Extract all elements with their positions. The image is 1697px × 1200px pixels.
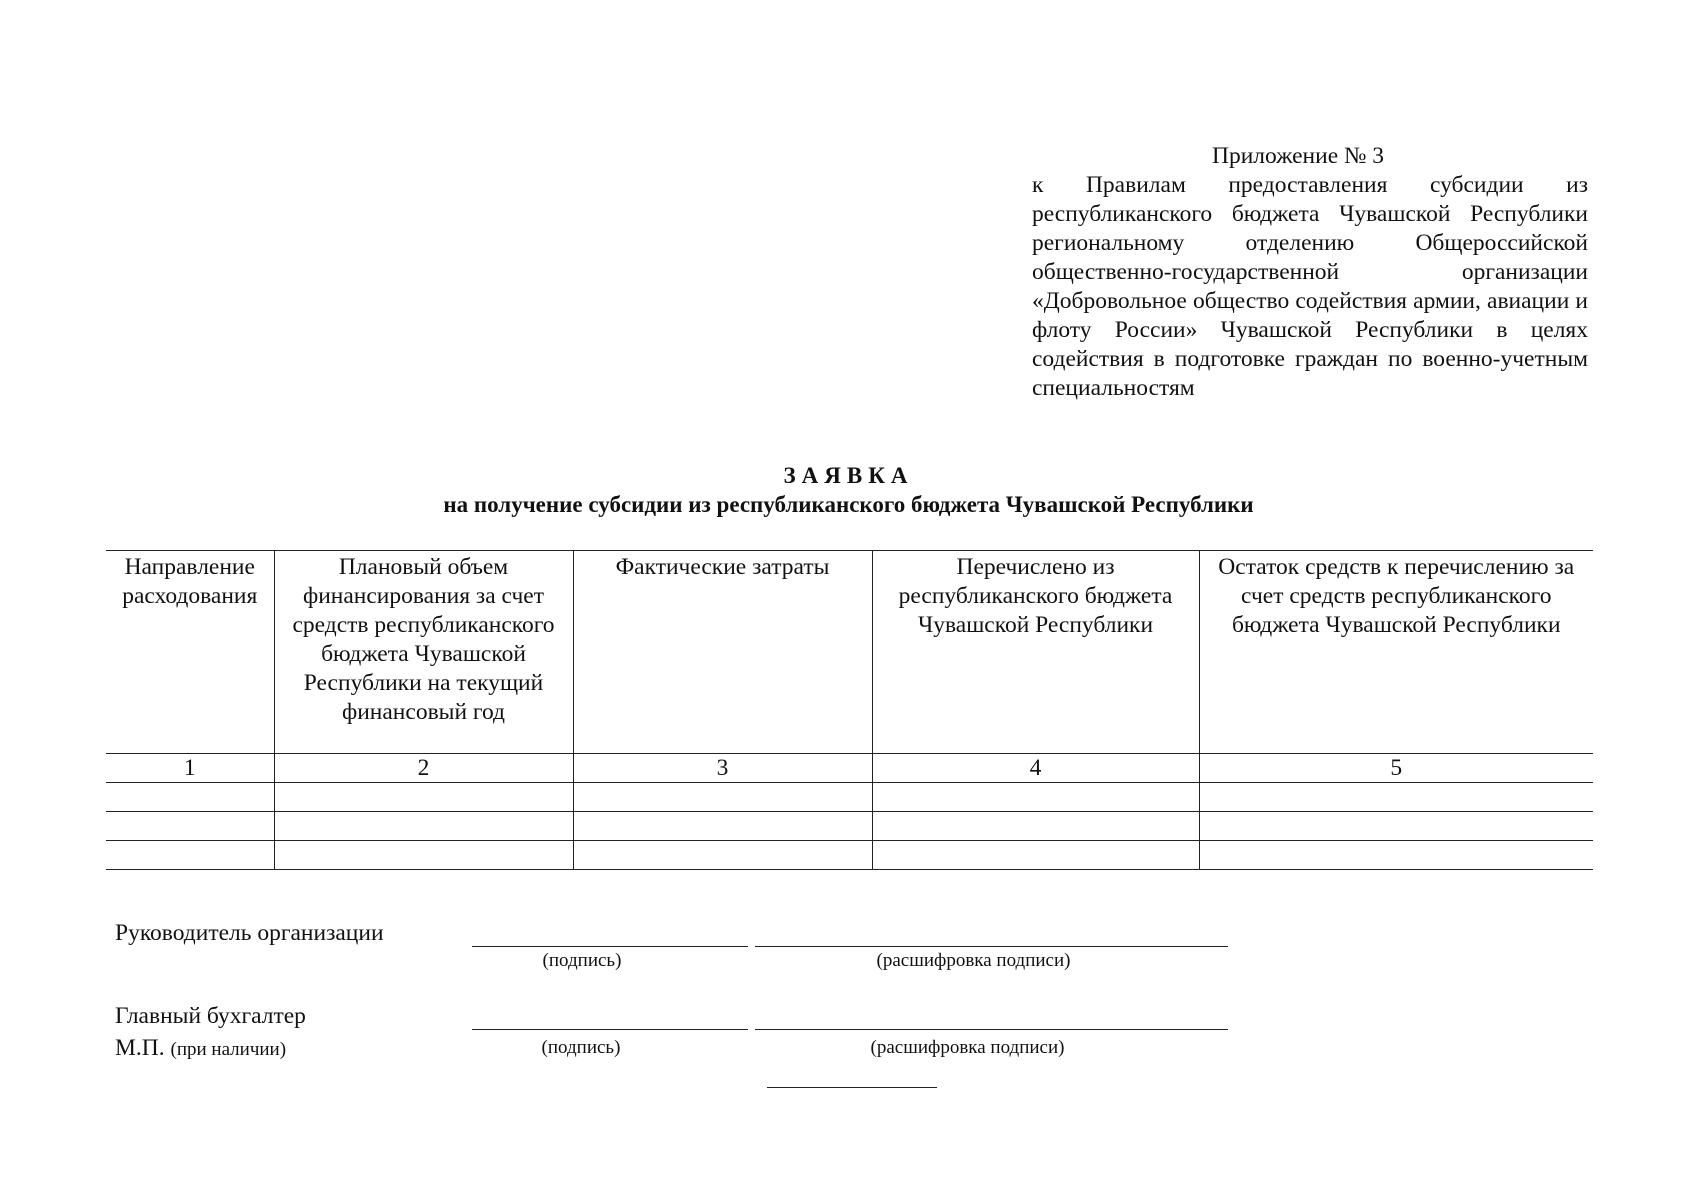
column-number: 1	[106, 754, 274, 783]
head-signature-line	[472, 946, 748, 947]
accountant-signature-line	[472, 1029, 748, 1030]
column-number: 2	[274, 754, 573, 783]
column-number: 3	[573, 754, 872, 783]
request-table	[106, 550, 1593, 870]
table-cell	[872, 783, 1199, 812]
accountant-decoding-caption: (расшифровка подписи)	[870, 1037, 1065, 1058]
head-signature-label: Руководитель организации	[115, 920, 384, 946]
accountant-signature-caption: (подпись)	[541, 1037, 621, 1058]
accountant-signature-label: Главный бухгалтер	[115, 1003, 306, 1029]
table-cell	[573, 783, 872, 812]
table-cell	[106, 841, 274, 870]
table-cell	[872, 812, 1199, 841]
table-cell	[106, 783, 274, 812]
header-cell: Перечислено из республиканского бюджета Чувашской Республики	[872, 551, 1199, 754]
closing-divider	[767, 1087, 937, 1088]
column-number: 4	[872, 754, 1199, 783]
appendix-block	[1032, 142, 1588, 403]
head-decoding-line	[755, 946, 1228, 947]
stamp-label	[115, 1035, 286, 1062]
table-cell	[872, 841, 1199, 870]
table-row	[106, 783, 1593, 812]
table-cell	[1199, 783, 1593, 812]
accountant-decoding-line	[755, 1029, 1228, 1030]
table-cell	[1199, 841, 1593, 870]
stamp-abbreviation: М.П.	[115, 1035, 165, 1061]
table-cell	[274, 812, 573, 841]
header-cell: Плановый объем финансирования за счет средств республиканского бюджета Чувашской Республики на текущий финансовый год	[274, 551, 573, 754]
table-cell	[106, 812, 274, 841]
table-row	[106, 841, 1593, 870]
appendix-text: к Правилам предоставления субсидии из республиканского бюджета Чувашской Республики региональному отделению Общероссийской общественно-государственной организации «Добровольное общество содействия армии, авиации и флоту России» Чувашской Республики в целях содействия в подготовке граждан по военно-учетным специальностям	[1032, 172, 1588, 401]
title-subtitle: на получение субсидии из республиканского бюджета Чувашской Республики	[443, 492, 1254, 517]
head-signature-caption: (подпись)	[542, 950, 622, 971]
table-header-row	[106, 551, 1593, 754]
table-cell	[274, 783, 573, 812]
document-title	[0, 462, 1697, 520]
table-cell	[1199, 812, 1593, 841]
header-cell: Остаток средств к перечислению за счет средств республиканского бюджета Чувашской Республики	[1199, 551, 1593, 754]
appendix-number: Приложение № 3	[1212, 143, 1385, 169]
table-row	[106, 812, 1593, 841]
table-cell	[573, 841, 872, 870]
column-number: 5	[1199, 754, 1593, 783]
column-number-row	[106, 754, 1593, 783]
header-cell: Направление расходования	[106, 551, 274, 754]
header-cell: Фактические затраты	[573, 551, 872, 754]
title-main: ЗАЯВКА	[783, 463, 914, 488]
stamp-note: (при наличии)	[170, 1039, 287, 1060]
table-cell	[573, 812, 872, 841]
table-cell	[274, 841, 573, 870]
head-decoding-caption: (расшифровка подписи)	[876, 950, 1071, 971]
